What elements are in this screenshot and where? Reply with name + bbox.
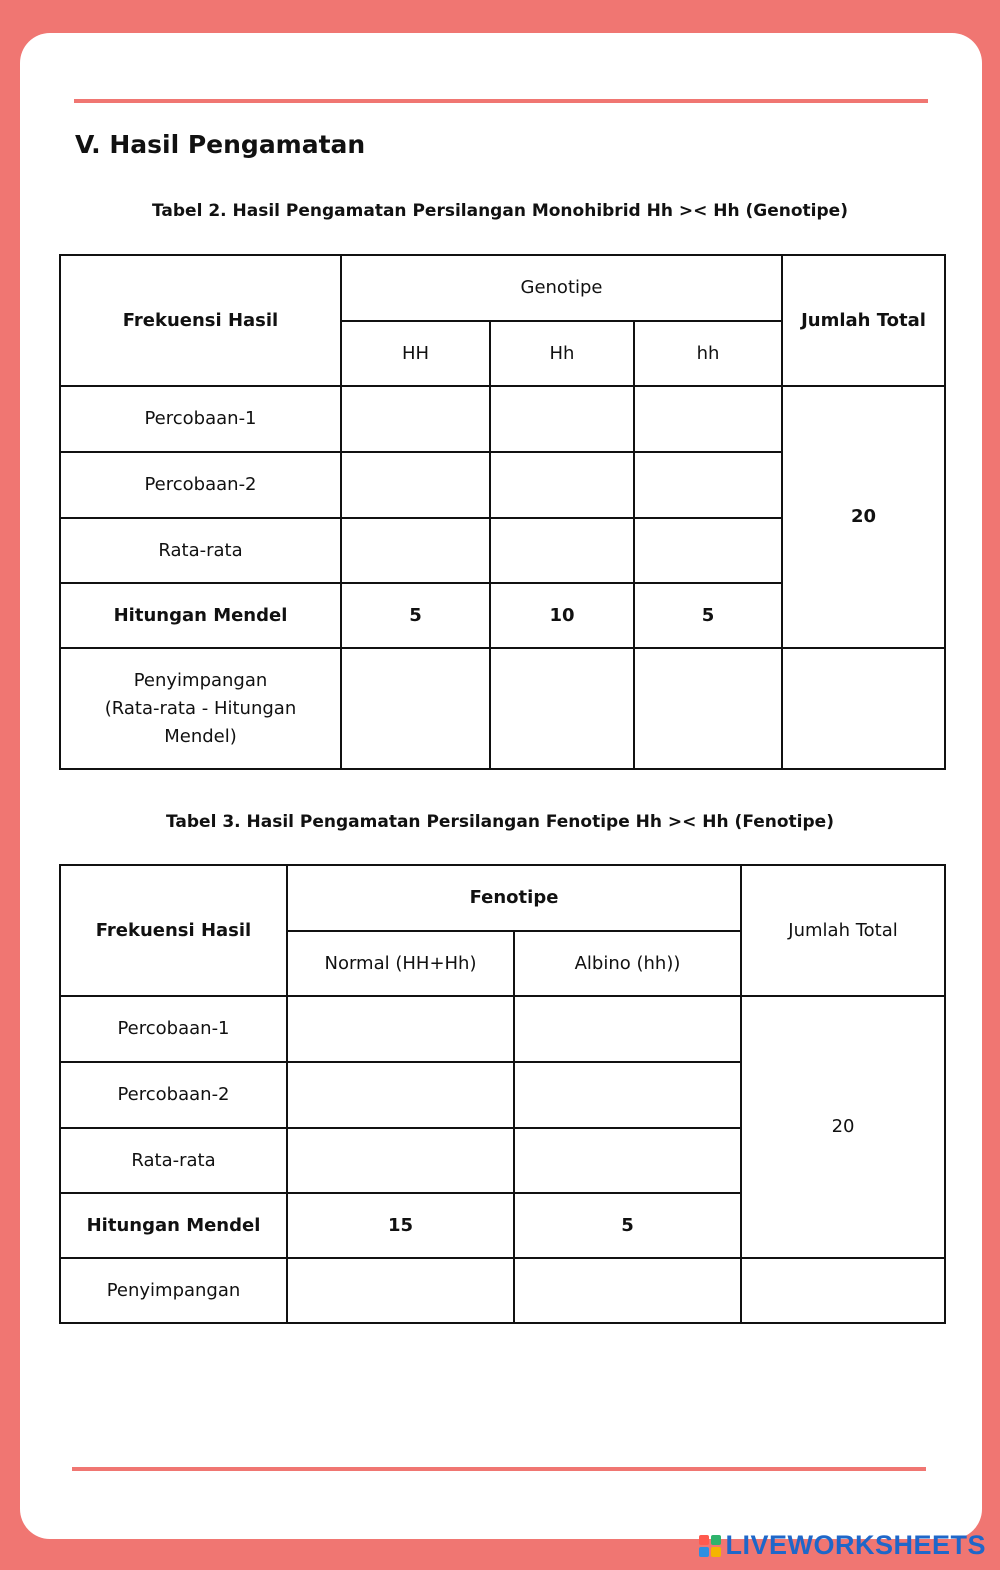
mendel-value-hh: 5: [634, 583, 782, 648]
input-cell-avg-normal[interactable]: [287, 1128, 514, 1193]
phenotype-group-header: Fenotipe: [287, 865, 741, 931]
row-label-penyimpangan: Penyimpangan (Rata-rata - Hitungan Mendel): [60, 648, 341, 769]
row-header-cell: Frekuensi Hasil: [60, 865, 287, 996]
genotype-group-header: Genotipe: [341, 255, 782, 321]
input-cell-p2-hh[interactable]: [634, 452, 782, 518]
input-cell-avg-Hh[interactable]: [490, 518, 634, 583]
total-header-cell: Jumlah Total: [782, 255, 945, 386]
input-cell-p2-HH[interactable]: [341, 452, 490, 518]
input-cell-dev-albino[interactable]: [514, 1258, 741, 1323]
input-cell-avg-HH[interactable]: [341, 518, 490, 583]
input-cell-avg-hh[interactable]: [634, 518, 782, 583]
liveworksheets-logo-icon: [699, 1535, 721, 1557]
row-label-rata-rata: Rata-rata: [60, 1128, 287, 1193]
input-cell-dev-total[interactable]: [741, 1258, 945, 1323]
input-cell-dev-normal[interactable]: [287, 1258, 514, 1323]
input-cell-p1-normal[interactable]: [287, 996, 514, 1062]
top-divider: [74, 99, 928, 103]
input-cell-p1-HH[interactable]: [341, 386, 490, 452]
column-header-albino: Albino (hh)): [514, 931, 741, 996]
bottom-divider: [72, 1467, 926, 1471]
input-cell-dev-hh[interactable]: [634, 648, 782, 769]
table2-caption: Tabel 2. Hasil Pengamatan Persilangan Monohibrid Hh >< Hh (Genotipe): [152, 201, 848, 221]
column-header-normal: Normal (HH+Hh): [287, 931, 514, 996]
mendel-value-HH: 5: [341, 583, 490, 648]
genotype-table: [59, 254, 946, 770]
input-cell-dev-total[interactable]: [782, 648, 945, 769]
input-cell-p2-albino[interactable]: [514, 1062, 741, 1128]
input-cell-p2-Hh[interactable]: [490, 452, 634, 518]
row-label-percobaan-2: Percobaan-2: [60, 452, 341, 518]
row-label-percobaan-1: Percobaan-1: [60, 386, 341, 452]
mendel-value-Hh: 10: [490, 583, 634, 648]
row-label-hitungan-mendel: Hitungan Mendel: [60, 1193, 287, 1258]
total-value-cell: 20: [741, 996, 945, 1258]
total-header-cell: Jumlah Total: [741, 865, 945, 996]
mendel-value-normal: 15: [287, 1193, 514, 1258]
input-cell-p1-Hh[interactable]: [490, 386, 634, 452]
column-header-HH: HH: [341, 321, 490, 386]
row-label-percobaan-2: Percobaan-2: [60, 1062, 287, 1128]
section-title: V. Hasil Pengamatan: [75, 130, 366, 159]
liveworksheets-logo[interactable]: [699, 1530, 986, 1561]
row-label-percobaan-1: Percobaan-1: [60, 996, 287, 1062]
input-cell-p2-normal[interactable]: [287, 1062, 514, 1128]
row-label-hitungan-mendel: Hitungan Mendel: [60, 583, 341, 648]
brand-name: LIVEWORKSHEETS: [725, 1530, 986, 1560]
column-header-Hh: Hh: [490, 321, 634, 386]
input-cell-p1-albino[interactable]: [514, 996, 741, 1062]
row-label-penyimpangan: Penyimpangan: [60, 1258, 287, 1323]
total-value-cell: 20: [782, 386, 945, 648]
input-cell-dev-Hh[interactable]: [490, 648, 634, 769]
column-header-hh: hh: [634, 321, 782, 386]
input-cell-dev-HH[interactable]: [341, 648, 490, 769]
input-cell-avg-albino[interactable]: [514, 1128, 741, 1193]
row-header-cell: Frekuensi Hasil: [60, 255, 341, 386]
mendel-value-albino: 5: [514, 1193, 741, 1258]
row-label-rata-rata: Rata-rata: [60, 518, 341, 583]
phenotype-table: [59, 864, 946, 1324]
input-cell-p1-hh[interactable]: [634, 386, 782, 452]
table3-caption: Tabel 3. Hasil Pengamatan Persilangan Fenotipe Hh >< Hh (Fenotipe): [166, 812, 834, 832]
